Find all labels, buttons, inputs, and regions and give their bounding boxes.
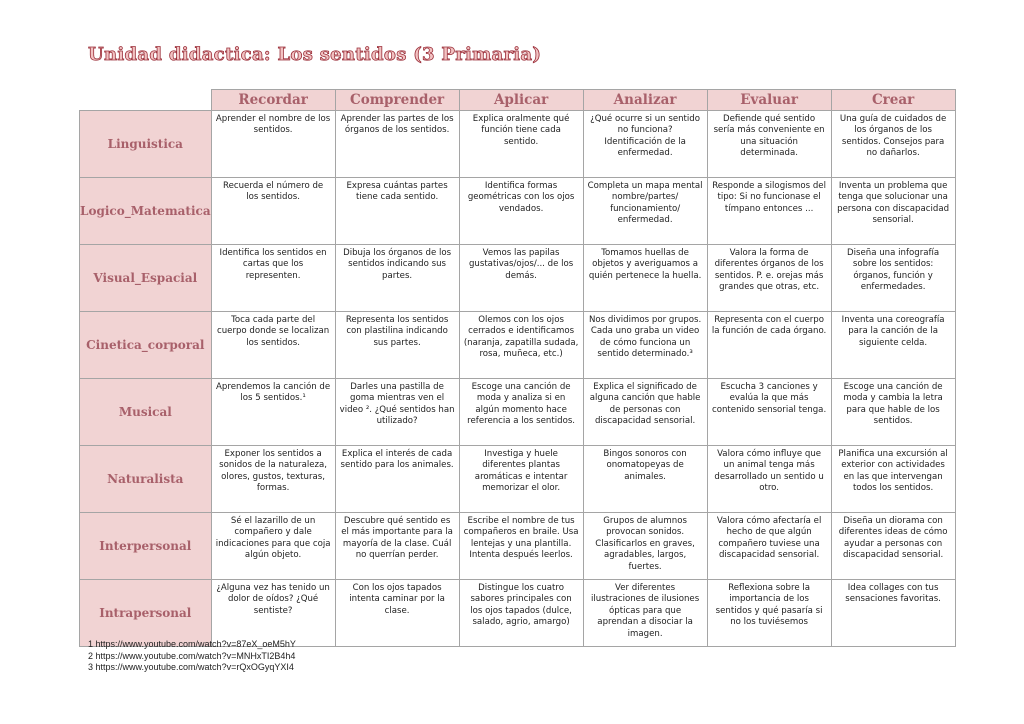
footnote-2[interactable]: 2 https://www.youtube.com/watch?v=MNHxTI2B4h4 bbox=[88, 650, 296, 661]
table-row bbox=[80, 446, 956, 513]
row-header-intrapersonal: Intrapersonal bbox=[80, 580, 212, 647]
table-cell: Darles una pastilla de goma mientras ven el video ². ¿Qué sentidos han utilizado? bbox=[335, 379, 459, 446]
row-header-musical: Musical bbox=[80, 379, 212, 446]
footnotes bbox=[88, 639, 296, 674]
table-cell: Valora cómo afectaría el hecho de que algún compañero tuviese una discapacidad sensorial. bbox=[707, 513, 831, 580]
table-cell: Sé el lazarillo de un compañero y dale indicaciones para que coja algún objeto. bbox=[211, 513, 335, 580]
table-cell: Bingos sonoros con onomatopeyas de animales. bbox=[583, 446, 707, 513]
table-cell: Descubre qué sentido es el más importante para la mayoría de la clase. Cuál no querrían perder. bbox=[335, 513, 459, 580]
column-header-recordar: Recordar bbox=[211, 90, 335, 111]
table-cell: Escribe el nombre de tus compañeros en braile. Usa lentejas y una plantilla. Intenta después leerlos. bbox=[459, 513, 583, 580]
table-cell: ¿Alguna vez has tenido un dolor de oídos? ¿Qué sentiste? bbox=[211, 580, 335, 647]
table-row bbox=[80, 513, 956, 580]
table-cell: Valora la forma de diferentes órganos de los sentidos. P. e. orejas más grandes que otras, etc. bbox=[707, 245, 831, 312]
row-header-linguistica: Linguistica bbox=[80, 111, 212, 178]
table-cell: Escoge una canción de moda y analiza si en algún momento hace referencia a los sentidos. bbox=[459, 379, 583, 446]
table-cell: Distingue los cuatro sabores principales con los ojos tapados (dulce, salado, agrio, amargo) bbox=[459, 580, 583, 647]
table-cell: Escoge una canción de moda y cambia la letra para que hable de los sentidos. bbox=[831, 379, 955, 446]
row-header-naturalista: Naturalista bbox=[80, 446, 212, 513]
table-cell: Defiende qué sentido sería más conveniente en una situación determinada. bbox=[707, 111, 831, 178]
table-cell: Identifica los sentidos en cartas que los representen. bbox=[211, 245, 335, 312]
column-header-aplicar: Aplicar bbox=[459, 90, 583, 111]
footnote-3[interactable]: 3 https://www.youtube.com/watch?v=rQxOGyqYXI4 bbox=[88, 662, 294, 672]
column-header-comprender: Comprender bbox=[335, 90, 459, 111]
table-cell: Inventa un problema que tenga que solucionar una persona con discapacidad sensorial. bbox=[831, 178, 955, 245]
table-cell: Explica oralmente qué función tiene cada sentido. bbox=[459, 111, 583, 178]
table-cell: Representa con el cuerpo la función de cada órgano. bbox=[707, 312, 831, 379]
table-cell: Explica el significado de alguna canción que hable de personas con discapacidad sensorial. bbox=[583, 379, 707, 446]
table-cell: Escucha 3 canciones y evalúa la que más contenido sensorial tenga. bbox=[707, 379, 831, 446]
table-row bbox=[80, 245, 956, 312]
table-cell: Identifica formas geométricas con los ojos vendados. bbox=[459, 178, 583, 245]
table-cell: Ver diferentes ilustraciones de ilusiones ópticas para que aprendan a disociar la imagen. bbox=[583, 580, 707, 647]
table-cell: Aprendemos la canción de los 5 sentidos.¹ bbox=[211, 379, 335, 446]
table-cell: Reflexiona sobre la importancia de los sentidos y qué pasaría si no los tuviésemos bbox=[707, 580, 831, 647]
row-header-interpersonal: Interpersonal bbox=[80, 513, 212, 580]
row-header-logico-matematica: Logico_Matematica bbox=[80, 178, 212, 245]
table-cell: Dibuja los órganos de los sentidos indicando sus partes. bbox=[335, 245, 459, 312]
table-cell: Completa un mapa mental nombre/partes/ funcionamiento/ enfermedad. bbox=[583, 178, 707, 245]
table-cell: Representa los sentidos con plastilina indicando sus partes. bbox=[335, 312, 459, 379]
table-row bbox=[80, 379, 956, 446]
row-header-visual-espacial: Visual_Espacial bbox=[80, 245, 212, 312]
table-cell: Investiga y huele diferentes plantas aromáticas e intentar memorizar el olor. bbox=[459, 446, 583, 513]
table-row bbox=[80, 111, 956, 178]
column-header-crear: Crear bbox=[831, 90, 955, 111]
header-row bbox=[80, 90, 956, 111]
corner-cell bbox=[80, 90, 212, 111]
page-title: Unidad didactica: Los sentidos (3 Primaria) bbox=[88, 44, 542, 65]
table-row bbox=[80, 178, 956, 245]
table-row bbox=[80, 312, 956, 379]
table-cell: Diseña un diorama con diferentes ideas de cómo ayudar a personas con discapacidad sensorial. bbox=[831, 513, 955, 580]
table-cell: Aprender el nombre de los sentidos. bbox=[211, 111, 335, 178]
table-cell: Grupos de alumnos provocan sonidos. Clasificarlos en graves, agradables, largos, fuertes. bbox=[583, 513, 707, 580]
table-cell: Explica el interés de cada sentido para los animales. bbox=[335, 446, 459, 513]
table-cell: Olemos con los ojos cerrados e identificamos (naranja, zapatilla sudada, rosa, muñeca, etc.) bbox=[459, 312, 583, 379]
footnote-1[interactable]: 1 https://www.youtube.com/watch?v=87eX_oeM5hY bbox=[88, 639, 296, 649]
table-cell: Inventa una coreografía para la canción de la siguiente celda. bbox=[831, 312, 955, 379]
row-header-cinetica-corporal: Cinetica_corporal bbox=[80, 312, 212, 379]
column-header-analizar: Analizar bbox=[583, 90, 707, 111]
table-cell: Diseña una infografía sobre los sentidos: órganos, función y enfermedades. bbox=[831, 245, 955, 312]
table-cell: Una guía de cuidados de los órganos de los sentidos. Consejos para no dañarlos. bbox=[831, 111, 955, 178]
table-cell: Aprender las partes de los órganos de los sentidos. bbox=[335, 111, 459, 178]
table-cell: Recuerda el número de los sentidos. bbox=[211, 178, 335, 245]
table-cell: ¿Qué ocurre si un sentido no funciona? Identificación de la enfermedad. bbox=[583, 111, 707, 178]
table-cell: Valora cómo influye que un animal tenga más desarrollado un sentido u otro. bbox=[707, 446, 831, 513]
table-cell: Exponer los sentidos a sonidos de la naturaleza, olores, gustos, texturas, formas. bbox=[211, 446, 335, 513]
table-cell: Nos dividimos por grupos. Cada uno graba un video de cómo funciona un sentido determinado.³ bbox=[583, 312, 707, 379]
table-cell: Planifica una excursión al exterior con actividades en las que intervengan todos los sentidos. bbox=[831, 446, 955, 513]
table-cell: Vemos las papilas gustativas/ojos/... de los demás. bbox=[459, 245, 583, 312]
table-cell: Con los ojos tapados intenta caminar por la clase. bbox=[335, 580, 459, 647]
table-row bbox=[80, 580, 956, 647]
table-cell: Responde a silogismos del tipo: Si no funcionase el tímpano entonces ... bbox=[707, 178, 831, 245]
activity-grid bbox=[79, 89, 956, 647]
column-header-evaluar: Evaluar bbox=[707, 90, 831, 111]
table-cell: Tomamos huellas de objetos y averiguamos a quién pertenece la huella. bbox=[583, 245, 707, 312]
table-cell: Toca cada parte del cuerpo donde se localizan los sentidos. bbox=[211, 312, 335, 379]
table-cell: Expresa cuántas partes tiene cada sentido. bbox=[335, 178, 459, 245]
table-cell: Idea collages con tus sensaciones favoritas. bbox=[831, 580, 955, 647]
